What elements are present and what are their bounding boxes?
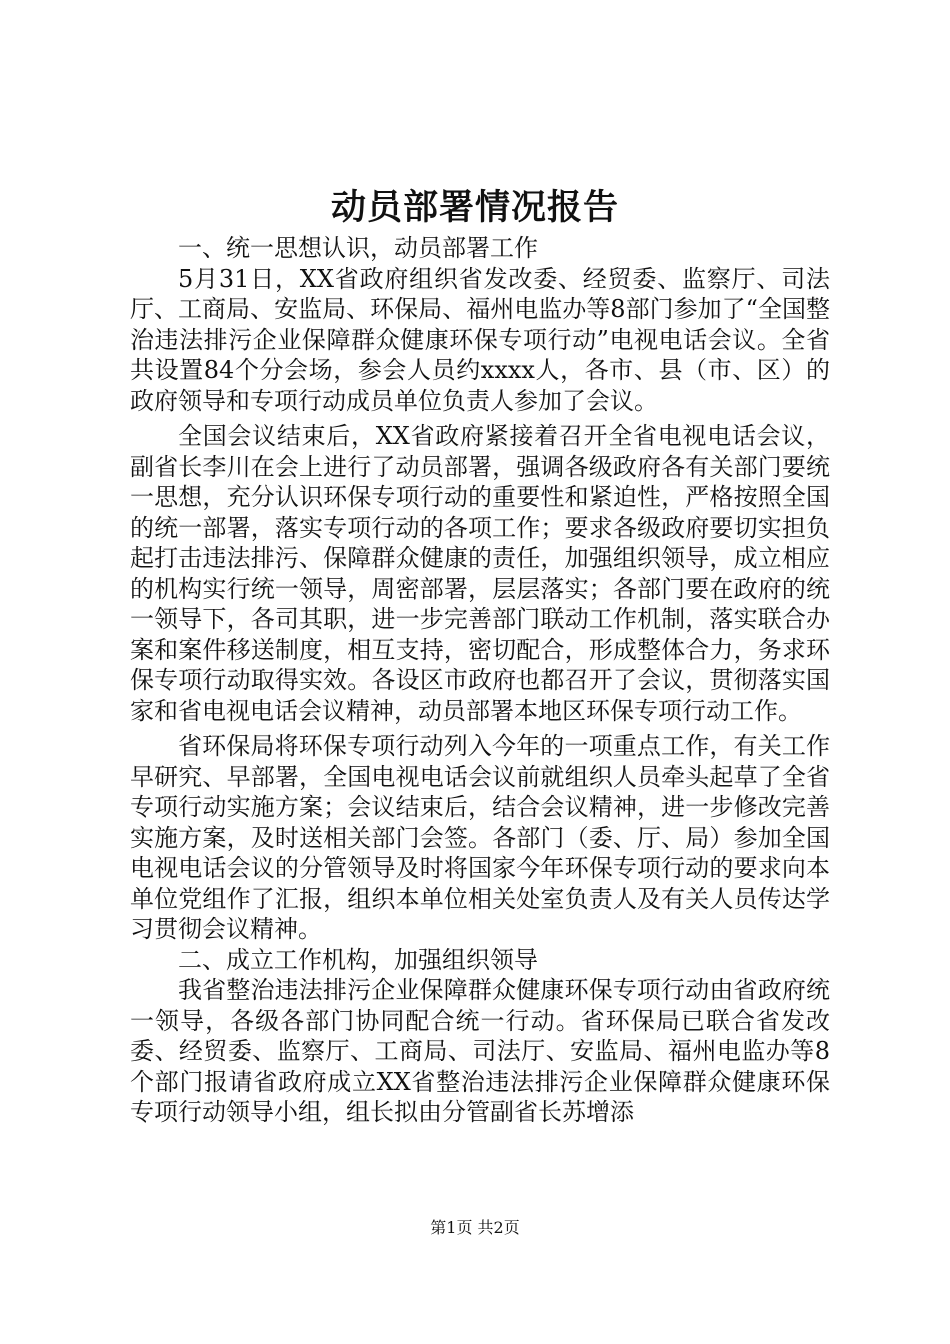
- section-heading-1: 一、统一思想认识，动员部署工作: [178, 234, 538, 262]
- body-paragraph-1: 5月31日，XX省政府组织省发改委、经贸委、监察厅、司法厅、工商局、安监局、环保局、福州电监办等8部门参加了“全国整治违法排污企业保障群众健康环保专项行动”电视电话会议。全省共设置84个分会场，参会人员约xxxx人，各市、县（市、区）的政府领导和专项行动成员单位负责人参加了会议。: [130, 264, 830, 415]
- body-paragraph-3: 省环保局将环保专项行动列入今年的一项重点工作，有关工作早研究、早部署，全国电视电话会议前就组织人员牵头起草了全省专项行动实施方案；会议结束后，结合会议精神，进一步修改完善实施方案，及时送相关部门会签。各部门（委、厅、局）参加全国电视电话会议的分管领导及时将国家今年环保专项行动的要求向本单位党组作了汇报，组织本单位相关处室负责人及有关人员传达学习贯彻会议精神。: [130, 732, 830, 943]
- section-heading-2: 二、成立工作机构，加强组织领导: [178, 945, 538, 974]
- document-title: 动员部署情况报告: [330, 187, 619, 228]
- document-body: [130, 233, 830, 1128]
- page-number-footer: 第1页 共2页: [430, 1218, 520, 1237]
- body-paragraph-2: 全国会议结束后，XX省政府紧接着召开全省电视电话会议，副省长李川在会上进行了动员部署，强调各级政府各有关部门要统一思想，充分认识环保专项行动的重要性和紧迫性，严格按照全国的统一部署，落实专项行动的各项工作；要求各级政府要切实担负起打击违法排污、保障群众健康的责任，加强组织领导，成立相应的机构实行统一领导，周密部署，层层落实；各部门要在政府的统一领导下，各司其职，进一步完善部门联动工作机制，落实联合办案和案件移送制度，相互支持，密切配合，形成整体合力，务求环保专项行动取得实效。各设区市政府也都召开了会议，贯彻落实国家和省电视电话会议精神，动员部署本地区环保专项行动工作。: [130, 422, 830, 725]
- body-paragraph-4: 我省整治违法排污企业保障群众健康环保专项行动由省政府统一领导，各级各部门协同配合统一行动。省环保局已联合省发改委、经贸委、监察厅、工商局、司法厅、安监局、福州电监办等8个部门报请省政府成立XX省整治违法排污企业保障群众健康环保专项行动领导小组，组长拟由分管副省长苏增添: [130, 976, 830, 1126]
